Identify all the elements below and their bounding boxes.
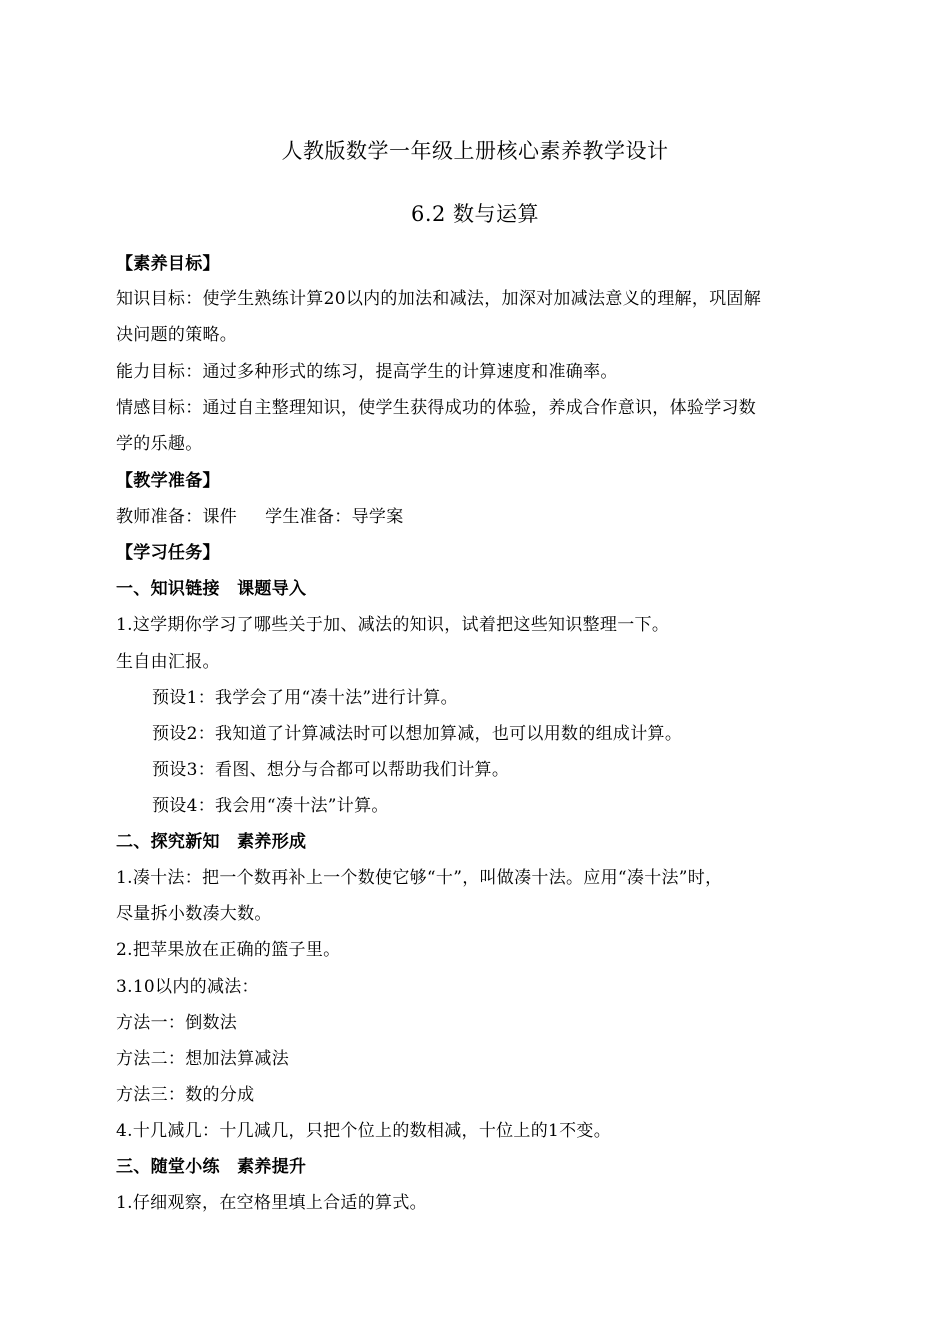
preparation-line [116, 505, 846, 529]
paragraph-line: 决问题的策略。 [116, 325, 238, 345]
subsection-heading: 二、探究新知 素养形成 [116, 832, 307, 852]
paragraph-line: 3.10以内的减法： [116, 977, 259, 997]
preset-line: 预设3：看图、想分与合都可以帮助我们计算。 [152, 760, 510, 780]
paragraph-line: 1.这学期你学习了哪些关于加、减法的知识，试着把这些知识整理一下。 [116, 615, 670, 635]
preset-line: 预设4：我会用“凑十法”计算。 [152, 796, 389, 816]
method-line: 方法二：想加法算减法 [116, 1049, 289, 1069]
paragraph-line: 情感目标：通过自主整理知识，使学生获得成功的体验，养成合作意识，体验学习数 [116, 398, 757, 418]
paragraph-line: 知识目标：使学生熟练计算20以内的加法和减法，加深对加减法意义的理解，巩固解 [116, 289, 762, 309]
paragraph-line: 学的乐趣。 [116, 434, 203, 454]
paragraph-line: 1.仔细观察，在空格里填上合适的算式。 [116, 1193, 427, 1213]
subsection-heading: 三、随堂小练 素养提升 [116, 1157, 307, 1177]
paragraph-line: 生自由汇报。 [116, 652, 220, 672]
method-line: 方法三：数的分成 [116, 1085, 255, 1105]
section-heading-tasks: 【学习任务】 [116, 543, 220, 563]
lesson-title: 6.2 数与运算 [410, 202, 540, 226]
paragraph-line: 4.十几减几：十几减几，只把个位上的数相减，十位上的1不变。 [116, 1121, 612, 1141]
paragraph-line: 1.凑十法：把一个数再补上一个数使它够“十”，叫做凑十法。应用“凑十法”时， [116, 868, 723, 888]
section-heading-goals: 【素养目标】 [116, 254, 220, 274]
preset-line: 预设1：我学会了用“凑十法”进行计算。 [152, 688, 458, 708]
preset-line: 预设2：我知道了计算减法时可以想加算减，也可以用数的组成计算。 [152, 724, 683, 744]
paragraph-line: 2.把苹果放在正确的篮子里。 [116, 940, 341, 960]
document-title: 人教版数学一年级上册核心素养教学设计 [281, 139, 669, 163]
section-heading-preparation: 【教学准备】 [116, 471, 220, 491]
student-preparation: 学生准备：导学案 [265, 507, 404, 527]
paragraph-line: 尽量拆小数凑大数。 [116, 904, 272, 924]
subsection-heading: 一、知识链接 课题导入 [116, 579, 307, 599]
teacher-preparation: 教师准备：课件 [116, 507, 238, 527]
paragraph-line: 能力目标：通过多种形式的练习，提高学生的计算速度和准确率。 [116, 362, 618, 382]
method-line: 方法一：倒数法 [116, 1013, 238, 1033]
